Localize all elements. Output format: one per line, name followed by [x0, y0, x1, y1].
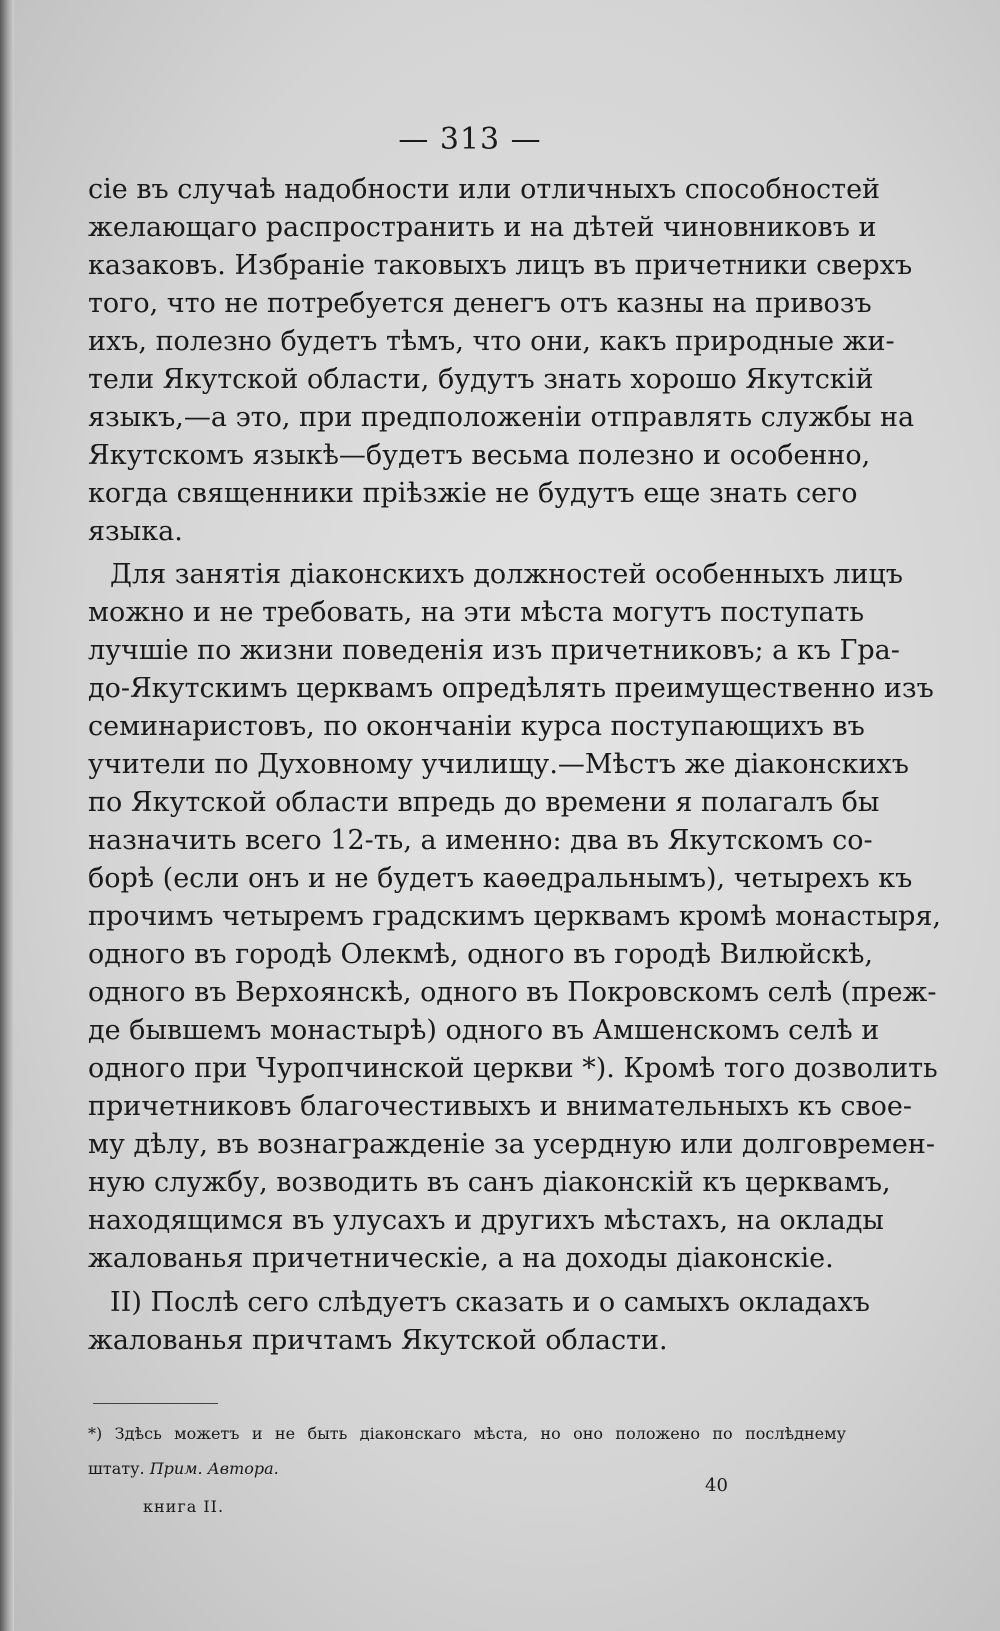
text-line: жалованья причтамъ Якутской области.	[88, 1325, 668, 1356]
text-line: II) Послѣ сего слѣдуетъ сказать и о самыхъ окладахъ	[110, 1287, 870, 1318]
text-line: жалованья причетническіе, а на доходы діаконскіе.	[88, 1243, 834, 1274]
text-line: Для занятія діаконскихъ должностей особенныхъ лицъ	[110, 559, 903, 590]
text-line: лучшіе по жизни поведенія изъ причетниковъ; а къ Гра-	[88, 635, 900, 666]
text-line: находящимся въ улусахъ и другихъ мѣстахъ, на оклады	[88, 1205, 884, 1236]
footnote-text: штату.	[88, 1459, 145, 1478]
text-line: причетниковъ благочестивыхъ и внимательныхъ къ свое-	[88, 1091, 913, 1122]
text-line: одного въ городѣ Олекмѣ, одного въ городѣ Вилюйскѣ,	[88, 939, 873, 970]
book-volume-label: книга II.	[143, 1497, 225, 1516]
text-line: назначить всего 12-ть, а именно: два въ Якутскомъ со-	[88, 825, 873, 856]
text-line: до-Якутскимъ церквамъ опредѣлять преимущественно изъ	[88, 673, 934, 704]
text-line: ную службу, возводить въ санъ діаконскій къ церквамъ,	[88, 1167, 891, 1198]
text-line: сіе въ случаѣ надобности или отличныхъ способностей	[88, 174, 881, 205]
printer-signature-mark: 40	[705, 1475, 728, 1496]
text-line: того, что не потребуется денегъ отъ казны на привозъ	[88, 288, 872, 319]
text-line: языкъ,—а это, при предположеніи отправлять службы на	[88, 402, 915, 433]
text-line: му дѣлу, въ вознагражденіе за усердную или долговремен-	[88, 1129, 935, 1160]
book-spine-shadow	[0, 0, 14, 1631]
text-line: когда священники пріѣзжіе не будутъ еще знать сего	[88, 478, 858, 509]
text-line: ихъ, полезно будетъ тѣмъ, что они, какъ природные жи-	[88, 326, 895, 357]
page-number: — 313 —	[398, 122, 542, 157]
text-line: одного при Чуропчинской церкви *). Кромѣ того дозволить	[88, 1053, 938, 1084]
footnote-line	[88, 1458, 279, 1480]
text-line: борѣ (если онъ и не будетъ каѳедральнымъ), четырехъ къ	[88, 863, 913, 894]
text-line: языка.	[88, 516, 183, 547]
text-line: прочимъ четыремъ градскимъ церквамъ кромѣ монастыря,	[88, 901, 941, 932]
text-line: учители по Духовному училищу.—Мѣстъ же діаконскихъ	[88, 749, 909, 780]
text-line: тели Якутской области, будутъ знать хорошо Якутскій	[88, 364, 874, 395]
text-line: казаковъ. Избраніе таковыхъ лицъ въ причетники сверхъ	[88, 250, 913, 281]
text-line: желающаго распространить и на дѣтей чиновниковъ и	[88, 212, 877, 243]
text-line: одного въ Верхоянскѣ, одного въ Покровскомъ селѣ (преж-	[88, 977, 937, 1008]
footnote-attribution: Прим. Автора.	[149, 1459, 279, 1478]
text-line: семинаристовъ, по окончаніи курса поступающихъ въ	[88, 711, 865, 742]
footnote-line: *) Здѣсь можетъ и не быть діаконскаго мѣста, но оно положено по послѣднему	[88, 1424, 846, 1443]
text-line: Якутскомъ языкѣ—будетъ весьма полезно и особенно,	[88, 440, 871, 471]
text-line: де бывшемъ монастырѣ) одного въ Амшенскомъ селѣ и	[88, 1015, 880, 1046]
footnote-divider	[93, 1403, 218, 1404]
text-line: по Якутской области впредь до времени я полагалъ бы	[88, 787, 880, 818]
text-line: можно и не требовать, на эти мѣста могутъ поступать	[88, 597, 865, 628]
